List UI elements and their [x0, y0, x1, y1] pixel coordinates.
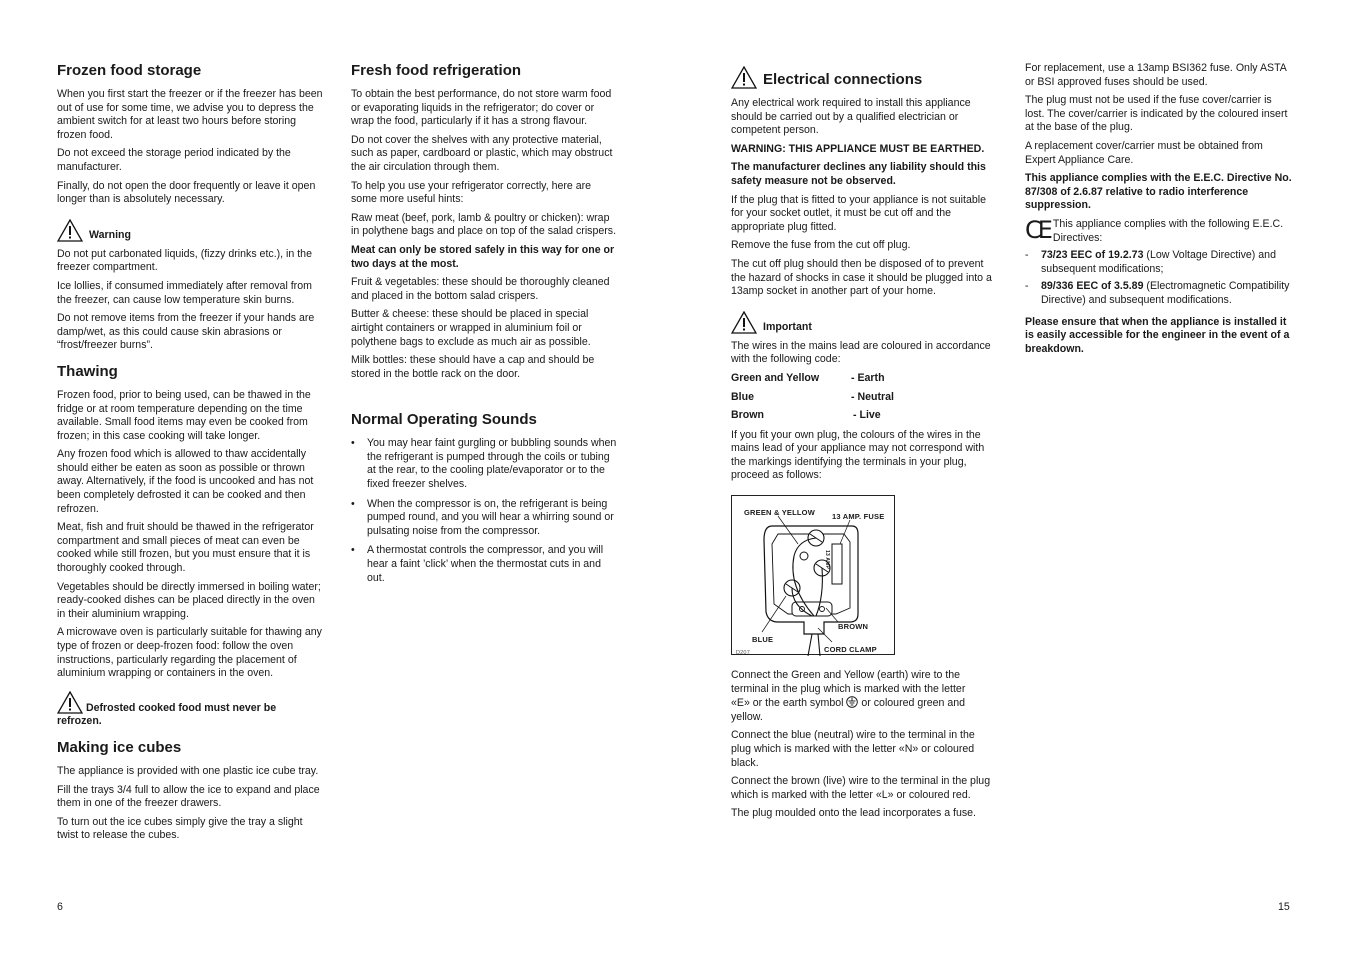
paragraph: Finally, do not open the door frequently or leave it open longer than is absolutely necessary. [57, 179, 316, 206]
label-brown: BROWN [838, 622, 869, 632]
paragraph: Do not remove items from the freezer if your hands are damp/wet, as this could cause skin abrasions or “frost/freezer burns”. [57, 312, 315, 352]
paragraph-bold: Meat can only be stored safely in this way for one or two days at the most. [351, 243, 615, 270]
paragraph: Do not put carbonated liquids, (fizzy drinks etc.), in the freezer compartment. [57, 247, 312, 274]
heading-normal-operating-sounds: Normal Operating Sounds [351, 411, 537, 429]
paragraph: This appliance complies with the following E.E.C. Directives: [1052, 217, 1284, 244]
heading-fresh-food-refrigeration: Fresh food refrigeration [351, 62, 522, 79]
paragraph: A replacement cover/carrier must be obtained from Expert Appliance Care. [1025, 139, 1263, 166]
paragraph: Connect the Green and Yellow (earth) wire to the terminal in the plug which is marked with the letter «E» or the earth symbol or coloured green and yellow. [731, 669, 966, 723]
label-fuse-body: 13 AMP [824, 550, 830, 570]
column-left-page-2 [351, 62, 619, 591]
wire-colour-table [731, 372, 995, 423]
label-blue: BLUE [752, 635, 774, 645]
paragraph: If the plug that is fitted to your appliance is not suitable for your socket outlet, it must be cut off and the appropriate plug fitted. [731, 193, 986, 233]
list-item: - 89/336 EEC of 3.5.89 (Electromagnetic Compatibility Directive) and subsequent modifications. [1025, 280, 1290, 306]
paragraph-bold: The manufacturer declines any liability should this safety measure not be observed. [731, 161, 986, 187]
warning-triangle-icon [57, 219, 83, 242]
paragraph: Meat, fish and fruit should be thawed in the refrigerator compartment and small pieces of meat can even be cooked while still frozen, but you must ensure that it is thoroughly cooked through. [57, 521, 314, 575]
important-callout [731, 311, 995, 334]
table-row: Green and Yellow - Earth [731, 371, 885, 384]
heading-thawing: Thawing [57, 362, 118, 380]
important-label: Important [763, 320, 812, 333]
label-green-yellow: GREEN & YELLOW [744, 508, 815, 518]
heading-making-ice-cubes: Making ice cubes [57, 738, 182, 756]
refreeze-warning [57, 691, 323, 729]
paragraph-bold: This appliance complies with the E.E.C. Directive No. 87/308 of 2.6.87 relative to radio interference suppression. [1025, 172, 1292, 212]
paragraph: Connect the blue (neutral) wire to the terminal in the plug which is marked with the letter «N» or coloured black. [731, 729, 975, 769]
paragraph: Fill the trays 3/4 full to allow the ice to expand and place them in one of the freezer drawers. [57, 783, 320, 810]
ce-mark-icon: CE [1025, 215, 1049, 244]
plug-wiring-diagram [731, 495, 895, 655]
directives-list [1025, 249, 1293, 307]
diagram-code: D207 [736, 650, 750, 657]
paragraph: Fruit & vegetables: these should be thoroughly cleaned and placed in the bottom salad crispers. [351, 276, 610, 302]
paragraph-bold: Please ensure that when the appliance is installed it is easily accessible for the engineer in the event of a breakdown. [1025, 315, 1290, 355]
paragraph: Remove the fuse from the cut off plug. [731, 239, 911, 252]
paragraph: The cut off plug should then be disposed of to prevent the hazard of shocks in case it should be plugged into a 13amp socket in another part of your home. [731, 257, 992, 298]
column-left-page-1 [57, 62, 323, 848]
warning-triangle-icon [731, 66, 757, 89]
paragraph: The appliance is provided with one plastic ice cube tray. [57, 764, 319, 777]
paragraph: Vegetables should be directly immersed in boiling water; ready-cooked dishes can be placed directly in the oven in their aluminium wrapping. [57, 580, 321, 620]
column-right-page-1 [731, 66, 995, 826]
paragraph: Milk bottles: these should have a cap and should be stored in the bottle rack on the door. [351, 354, 595, 380]
paragraph: The plug moulded onto the lead incorporates a fuse. [731, 807, 976, 820]
paragraph: Raw meat (beef, pork, lamb & poultry or chicken): wrap in polythene bags and place on top of the salad crispers. [351, 211, 617, 238]
list-item: • You may hear faint gurgling or bubbling sounds when the refrigerant is pumped through the coils or tubing at the rear, to the cooling plate/evaporator or to the fixed freezer shelves. [351, 437, 617, 491]
paragraph: Any frozen food which is allowed to thaw accidentally should either be eaten as soon as possible or thrown away. Alternatively, if the food is uncooked and has not been completely defrosted it can be cooked and then refrozen. [57, 448, 314, 515]
paragraph: For replacement, use a 13amp BSI362 fuse. Only ASTA or BSI approved fuses should be used. [1025, 62, 1287, 88]
warning-label: Warning [89, 228, 131, 241]
paragraph: To turn out the ice cubes simply give the tray a slight twist to release the cubes. [57, 815, 303, 842]
paragraph: The wires in the mains lead are coloured in accordance with the following code: [731, 339, 991, 366]
paragraph: When you first start the freezer or if the freezer has been out of use for some time, we advise you to depress the ambient switch for at least two hours before storing frozen food. [57, 88, 323, 141]
list-item: - 73/23 EEC of 19.2.73 (Low Voltage Directive) and subsequent modifications; [1025, 249, 1276, 275]
paragraph: Ice lollies, if consumed immediately after removal from the freezer, can cause low temperature skin burns. [57, 279, 312, 306]
label-cord-clamp: CORD CLAMP [824, 645, 877, 655]
table-row: Brown - Live [731, 409, 881, 422]
paragraph: Frozen food, prior to being used, can be thawed in the fridge or at room temperature depending on the time available. Small food items may even be cooked from frozen; in this case cooking will take longer. [57, 388, 311, 442]
paragraph: Do not exceed the storage period indicated by the manufacturer. [57, 147, 291, 173]
paragraph: If you fit your own plug, the colours of the wires in the mains lead of your appliance may not correspond with the markings identifying the terminals in your plug, proceed as follows: [731, 428, 985, 482]
paragraph: To obtain the best performance, do not store warm food or evaporating liquids in the refrigerator; do cover or wrap the food, particularly if it has a strong flavour. [351, 88, 612, 128]
column-right-page-2 [1025, 62, 1293, 361]
electrical-heading-row [731, 66, 995, 89]
warning-triangle-icon [731, 311, 757, 334]
warning-callout [57, 219, 323, 242]
sounds-list [351, 437, 619, 585]
table-row: Blue - Neutral [731, 390, 894, 403]
paragraph: Connect the brown (live) wire to the terminal in the plug which is marked with the letter «L» or coloured red. [731, 775, 991, 801]
ce-compliance-row [1025, 215, 1293, 245]
page-number-right: 15 [1278, 901, 1290, 913]
heading-electrical-connections: Electrical connections [763, 71, 923, 88]
label-13-amp-fuse: 13 AMP. FUSE [832, 512, 885, 522]
heading-frozen-food-storage: Frozen food storage [57, 62, 202, 79]
earth-symbol-icon [846, 696, 858, 708]
paragraph: The plug must not be used if the fuse cover/carrier is lost. The cover/carrier is indicated by the coloured insert at the base of the plug. [1025, 94, 1288, 134]
paragraph: A microwave oven is particularly suitable for thawing any type of frozen or deep-frozen food: follow the oven instructions, particularly regarding the placement of aluminium wrapping or containers in the oven. [57, 626, 322, 680]
paragraph: Butter & cheese: these should be placed in special airtight containers or wrapped in aluminium foil or polythene bags to exclude as much air as possible. [351, 308, 591, 348]
paragraph: To help you use your refrigerator correctly, here are some more useful hints: [351, 179, 592, 206]
refreeze-warning-text: Defrosted cooked food must never be refrozen. [57, 701, 277, 728]
paragraph: Any electrical work required to install this appliance should be carried out by a qualified electrician or competent person. [731, 97, 971, 137]
paragraph-bold: WARNING: THIS APPLIANCE MUST BE EARTHED. [731, 142, 985, 155]
list-item: • When the compressor is on, the refrigerant is being pumped round, and you will hear a whirring sound or pulsating noise from the compressor. [351, 497, 614, 537]
paragraph: Do not cover the shelves with any protective material, such as paper, cardboard or plastic, which may obstruct the air circulation through them. [351, 133, 613, 173]
list-item: • A thermostat controls the compressor, and you will hear a faint ’click’ when the thermostat cuts in and out. [351, 544, 604, 584]
warning-triangle-icon [57, 691, 83, 714]
page-number-left: 6 [57, 901, 63, 913]
